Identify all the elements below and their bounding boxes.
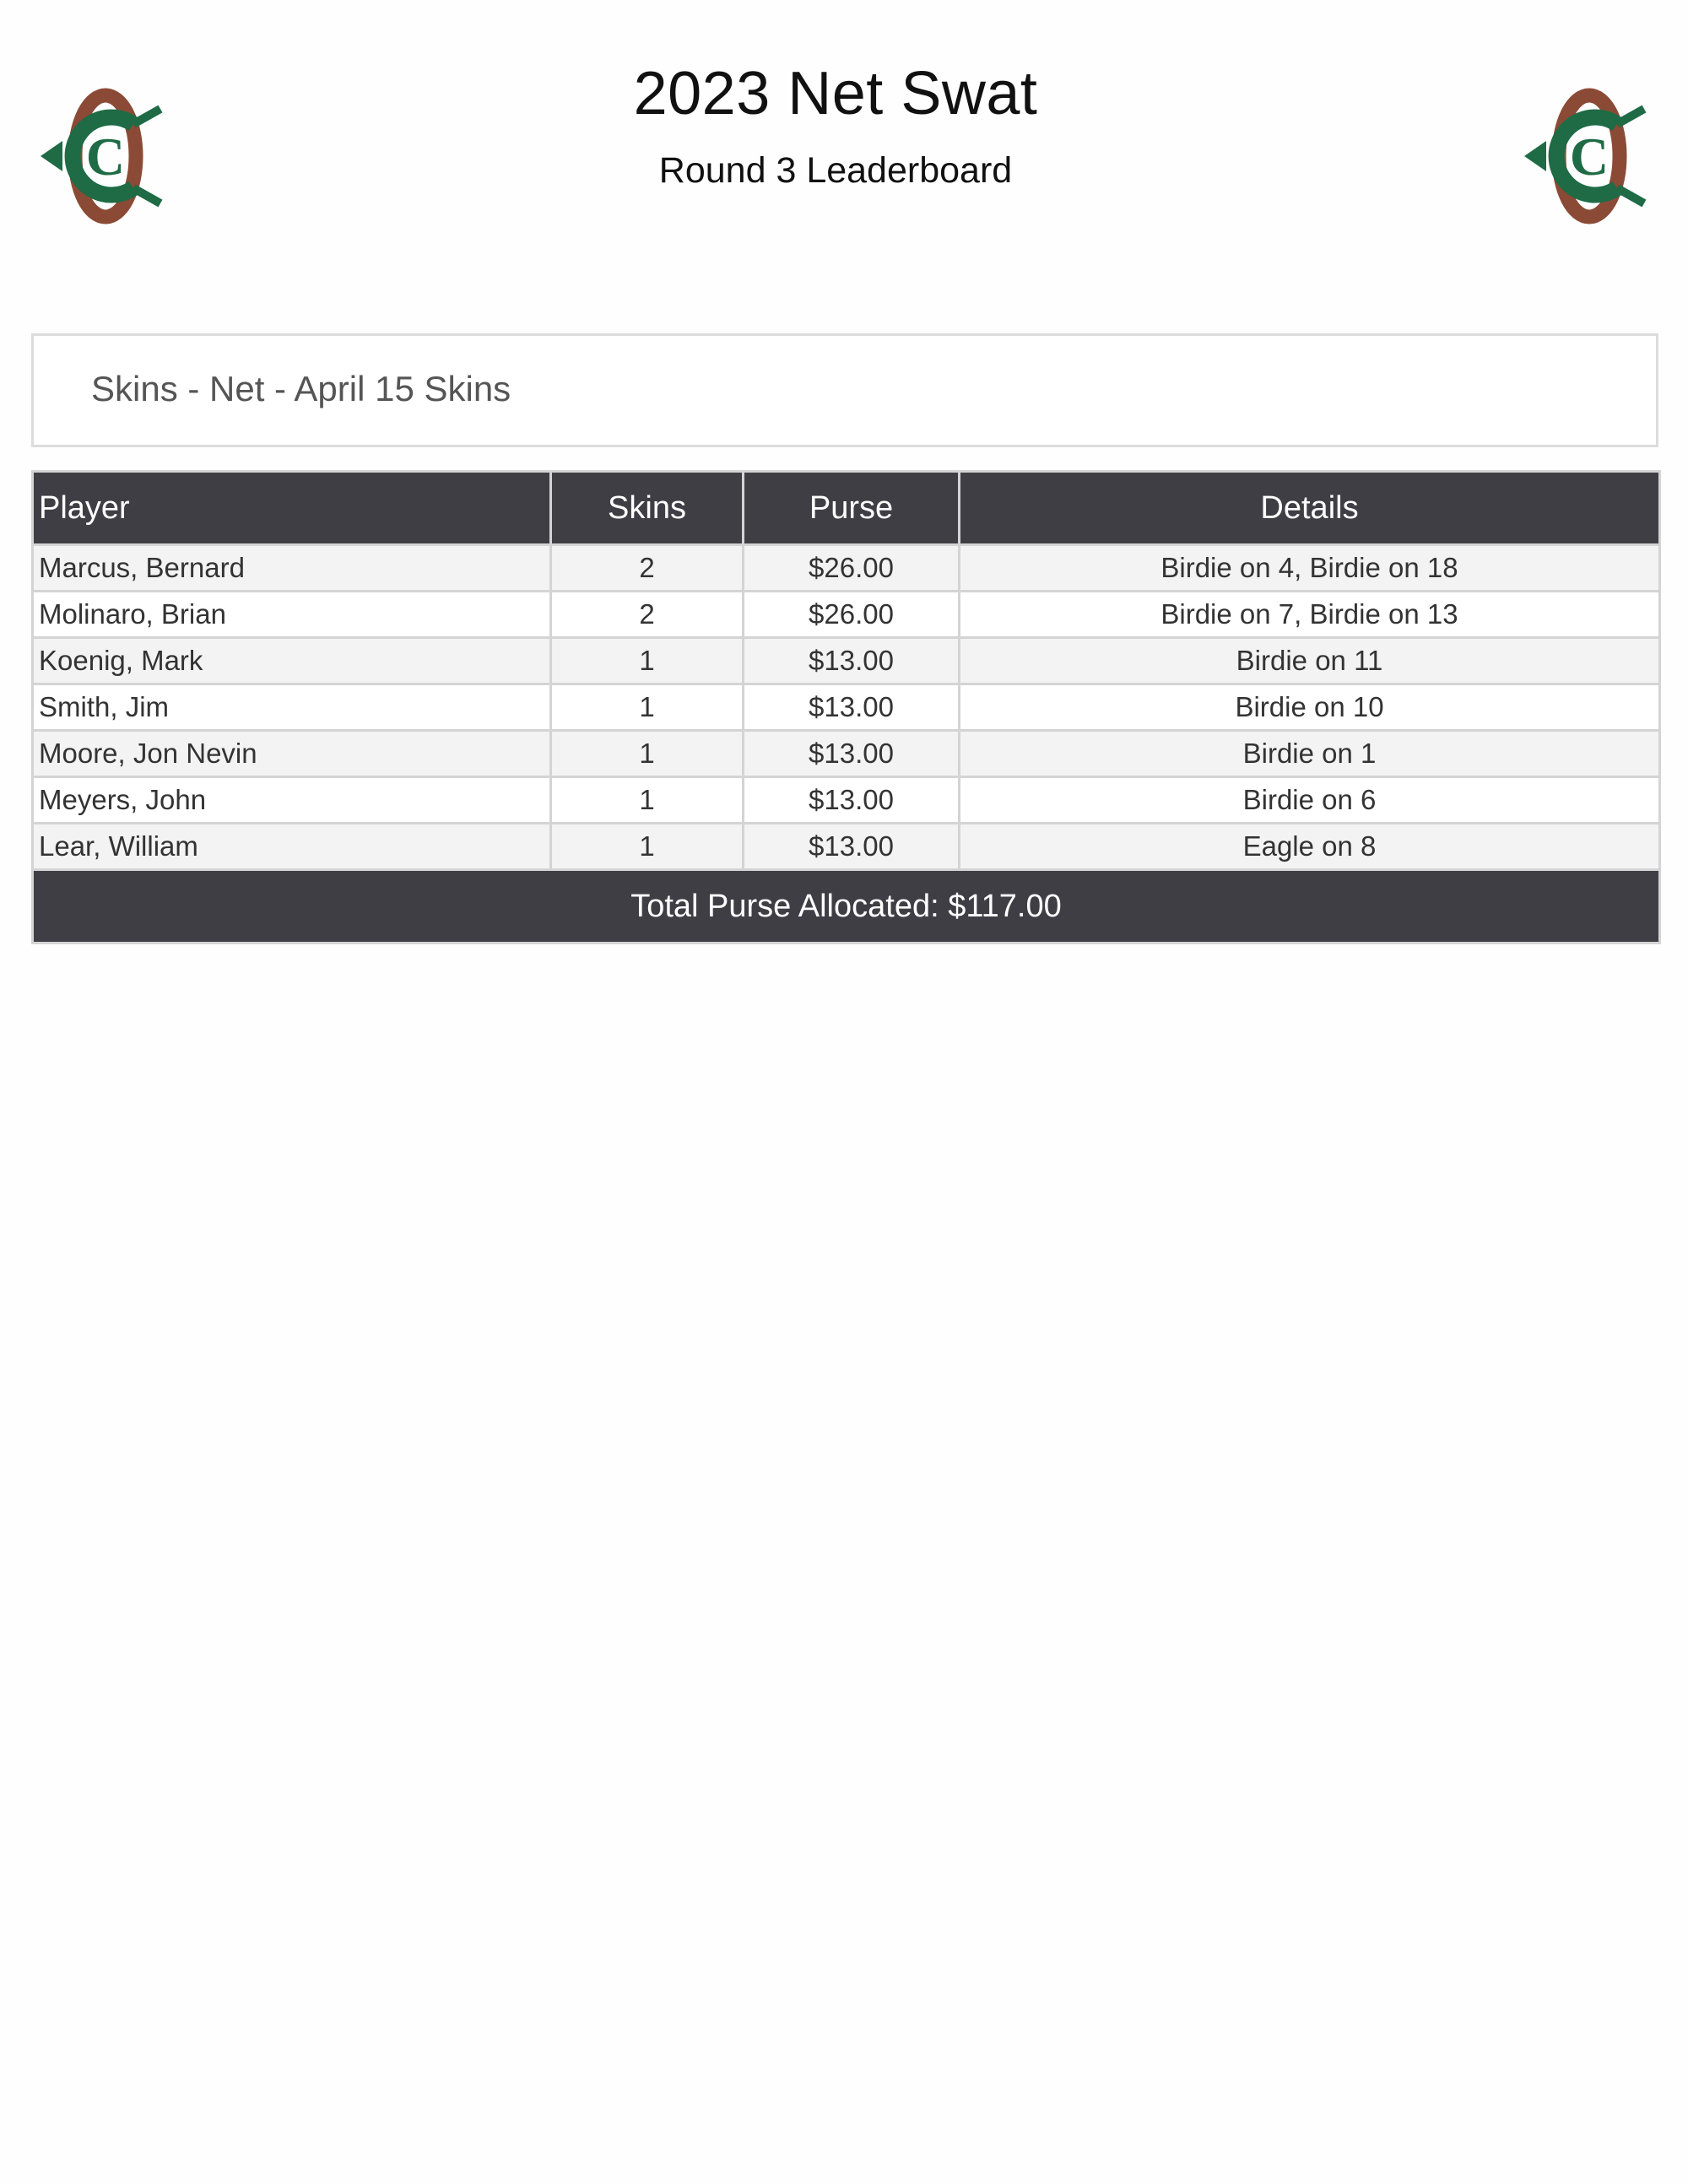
table-header-row (33, 472, 1660, 545)
total-purse: Total Purse Allocated: $117.00 (33, 870, 1660, 943)
skins-count: 1 (551, 824, 744, 870)
skin-details: Birdie on 1 (960, 731, 1660, 777)
column-header-skins: Skins (551, 472, 744, 545)
player-name: Koenig, Mark (33, 638, 551, 684)
table-row (33, 684, 1660, 731)
column-header-player: Player (33, 472, 551, 545)
table-row (33, 545, 1660, 592)
column-header-purse: Purse (744, 472, 960, 545)
table-row (33, 638, 1660, 684)
section-header (31, 333, 1658, 447)
table-row (33, 824, 1660, 870)
skin-details: Birdie on 10 (960, 684, 1660, 731)
page-subtitle: Round 3 Leaderboard (658, 150, 1013, 191)
player-name: Marcus, Bernard (33, 545, 551, 592)
skins-leaderboard-table (31, 470, 1661, 944)
skins-count: 1 (551, 684, 744, 731)
purse-amount: $13.00 (744, 824, 960, 870)
purse-amount: $13.00 (744, 777, 960, 824)
table-row (33, 777, 1660, 824)
section-label: Skins - Net - April 15 Skins (91, 369, 511, 408)
skin-details: Birdie on 11 (960, 638, 1660, 684)
purse-amount: $13.00 (744, 731, 960, 777)
player-name: Moore, Jon Nevin (33, 731, 551, 777)
svg-text:C: C (85, 127, 126, 187)
skins-count: 1 (551, 731, 744, 777)
player-name: Smith, Jim (33, 684, 551, 731)
purse-amount: $13.00 (744, 638, 960, 684)
table-total-row (33, 870, 1660, 943)
purse-amount: $13.00 (744, 684, 960, 731)
purse-amount: $26.00 (744, 592, 960, 638)
skin-details: Birdie on 7, Birdie on 13 (960, 592, 1660, 638)
skins-count: 2 (551, 545, 744, 592)
purse-amount: $26.00 (744, 545, 960, 592)
player-name: Molinaro, Brian (33, 592, 551, 638)
skin-details: Birdie on 6 (960, 777, 1660, 824)
skins-count: 2 (551, 592, 744, 638)
skins-count: 1 (551, 777, 744, 824)
page-title: 2023 Net Swat (633, 60, 1038, 127)
table-row (33, 731, 1660, 777)
skin-details: Birdie on 4, Birdie on 18 (960, 545, 1660, 592)
table-row (33, 592, 1660, 638)
skin-details: Eagle on 8 (960, 824, 1660, 870)
player-name: Lear, William (33, 824, 551, 870)
skins-count: 1 (551, 638, 744, 684)
player-name: Meyers, John (33, 777, 551, 824)
svg-text:C: C (1569, 127, 1610, 187)
column-header-details: Details (960, 472, 1660, 545)
